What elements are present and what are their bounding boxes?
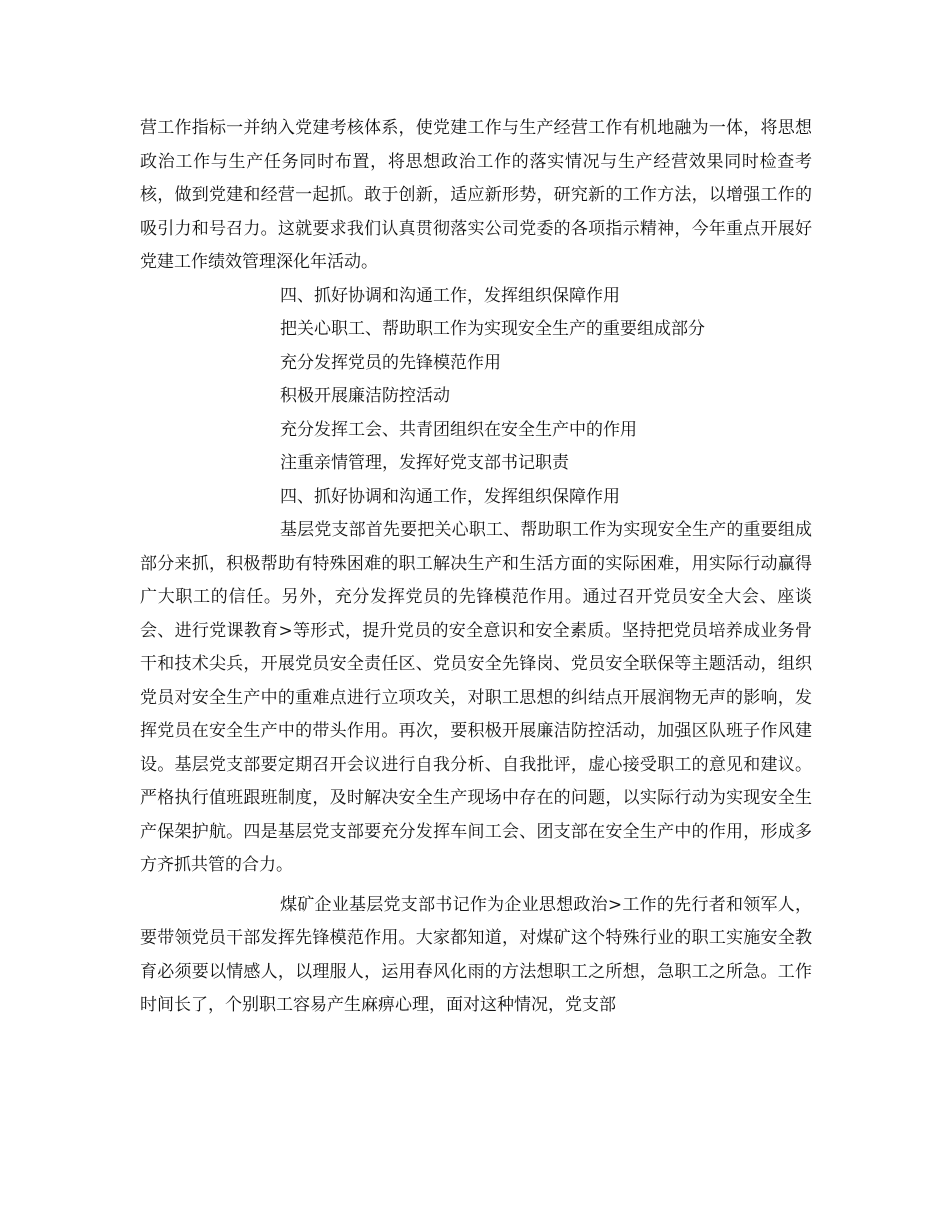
section-heading-6: 注重亲情管理，发挥好党支部书记职责 (280, 453, 569, 473)
body-paragraph-3: 煤矿企业基层党支部书记作为企业思想政治>工作的先行者和领军人，要带领党员干部发挥先锋模范作用。大家都知道，对煤矿这个特殊行业的职工实施安全教育必须要以情感人，以理服人，运用春风化雨的方法想职工之所想，急职工之所急。工作时间长了，个别职工容易产生麻痹心理，面对这种情况，党支部 (140, 894, 812, 1015)
document-page (140, 112, 812, 1023)
section-heading-1: 四、抓好协调和沟通工作，发挥组织保障作用 (280, 285, 620, 306)
section-heading-4: 积极开展廉洁防控活动 (280, 386, 450, 406)
section-heading-3: 充分发挥党员的先锋模范作用 (280, 352, 501, 373)
section-heading-7: 四、抓好协调和沟通工作，发挥组织保障作用 (280, 486, 620, 507)
section-heading-2: 把关心职工、帮助职工作为实现安全生产的重要组成部分 (280, 319, 705, 339)
body-paragraph-1: 营工作指标一并纳入党建考核体系，使党建工作与生产经营工作有机地融为一体，将思想政治工作与生产任务同时布置，将思想政治工作的落实情况与生产经营效果同时检查考核，做到党建和经营一起抓。敢于创新，适应新形势，研究新的工作方法，以增强工作的吸引力和号召力。这就要求我们认真贯彻落实公司党委的各项指示精神，今年重点开展好党建工作绩效管理深化年活动。 (140, 118, 812, 272)
body-paragraph-2: 基层党支部首先要把关心职工、帮助职工作为实现安全生产的重要组成部分来抓，积极帮助有特殊困难的职工解决生产和生活方面的实际困难，用实际行动赢得广大职工的信任。另外，充分发挥党员的先锋模范作用。通过召开党员安全大会、座谈会、进行党课教育>等形式，提升党员的安全意识和安全素质。坚持把党员培养成业务骨干和技术尖兵，开展党员安全责任区、党员安全先锋岗、党员安全联保等主题活动，组织党员对安全生产中的重难点进行立项攻关，对职工思想的纠结点开展润物无声的影响，发挥党员在安全生产中的带头作用。再次，要积极开展廉洁防控活动，加强区队班子作风建设。基层党支部要定期召开会议进行自我分析、自我批评，虚心接受职工的意见和建议。严格执行值班跟班制度，及时解决安全生产现场中存在的问题，以实际行动为实现安全生产保架护航。四是基层党支部要充分发挥车间工会、团支部在安全生产中的作用，形成多方齐抓共管的合力。 (140, 520, 812, 875)
section-heading-5: 充分发挥工会、共青团组织在安全生产中的作用 (280, 419, 637, 440)
